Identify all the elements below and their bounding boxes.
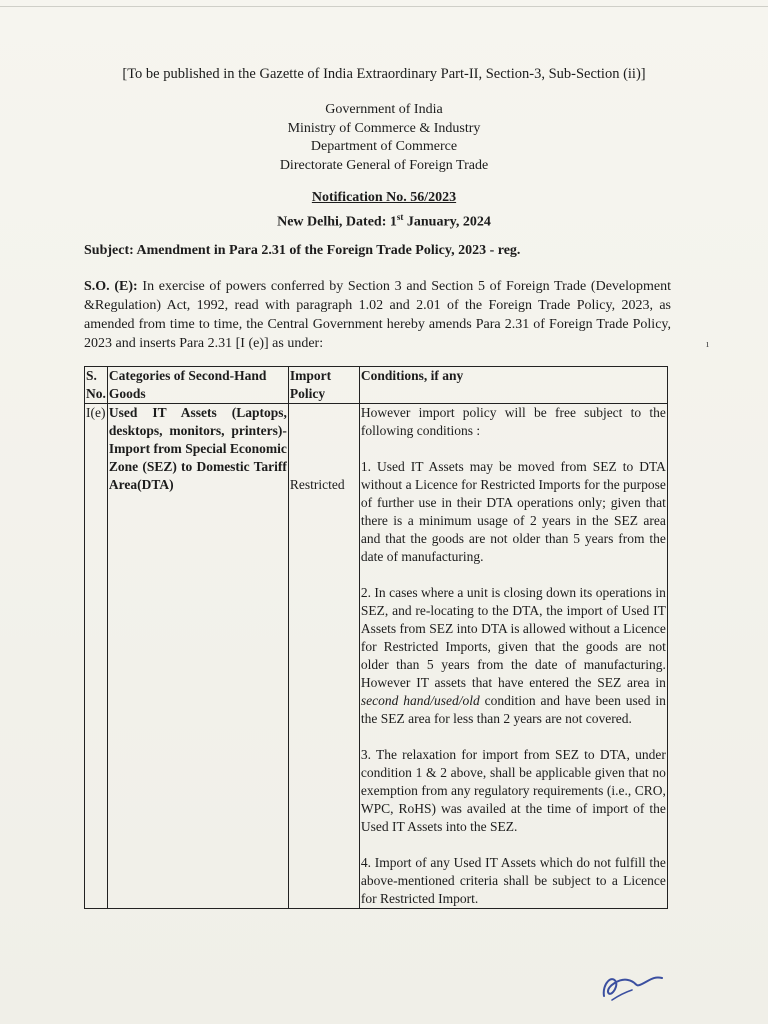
subject-line: Subject: Amendment in Para 2.31 of the Foreign Trade Policy, 2023 - reg. (84, 243, 521, 258)
gazette-line: [To be published in the Gazette of India Extraordinary Part-II, Section-3, Sub-Section (ii)] (122, 66, 646, 82)
org-line-department: Department of Commerce (310, 139, 458, 154)
org-line-government: Government of India (325, 102, 443, 117)
table-header-row (85, 367, 668, 404)
condition-3: 3. The relaxation for import from SEZ to DTA, under condition 1 & 2 above, shall be applicable given that no exemption from any regulatory requirements (i.e., CRO, WPC, RoHS) was availed at the time of import of the Used IT Assets into the SEZ. (360, 747, 666, 834)
conditions-intro: However import policy will be free subject to the following conditions : (360, 405, 666, 438)
top-edge-line (0, 6, 768, 7)
condition-1: 1. Used IT Assets may be moved from SEZ to DTA without a Licence for Restricted Imports for the purpose of further use in their DTA operations only; given that there is a minimum usage of 2 years in the SEZ area and that the goods are not older than 5 years from the date of manufacturing. (360, 459, 666, 564)
cell-sno: I(e) (85, 404, 108, 909)
org-line-ministry: Ministry of Commerce & Industry (287, 120, 481, 136)
cell-conditions (359, 404, 667, 909)
notification-date: New Delhi, Dated: 1st January, 2024 (277, 211, 491, 230)
org-line-directorate: Directorate General of Foreign Trade (279, 157, 489, 173)
cell-goods: Used IT Assets (Laptops, desktops, monitors, printers)- Import from Special Economic Zone (SEZ) to Domestic Tariff Area(DTA) (107, 404, 288, 909)
signature-icon (598, 966, 668, 1006)
condition-4: 4. Import of any Used IT Assets which do not fulfill the above-mentioned criteria shall be subject to a Licence for Restricted Import. (360, 855, 666, 906)
header-categories: Categories of Second-Hand Goods (107, 367, 288, 404)
so-paragraph (84, 277, 671, 353)
table-row (85, 404, 668, 909)
header-sno: S. No. (85, 367, 108, 404)
so-lead: S.O. (E): (84, 279, 138, 294)
margin-mark: ı (706, 338, 710, 350)
header-import-policy: Import Policy (288, 367, 359, 404)
organization-block (0, 101, 768, 175)
so-text: In exercise of powers conferred by Section 3 and Section 5 of Foreign Trade (Development &Regulation) Act, 1992, read with paragraph 1.02 and 2.01 of the Foreign Trade Policy, 2023, as amended from time to time, the Central Government hereby amends Para 2.31 of Foreign Trade Policy, 2023 and inserts Para 2.31 [I (e)] as under: (84, 279, 672, 351)
notification-number: Notification No. 56/2023 (311, 190, 457, 205)
notification-block (0, 189, 768, 232)
header-conditions: Conditions, if any (359, 367, 667, 404)
condition-2: 2. In cases where a unit is closing down its operations in SEZ, and re-locating to the DTA, the import of Used IT Assets from SEZ into DTA is allowed without a Licence for Restricted Imports, given that the goods are not older than 5 years from the date of manufacturing. However IT assets that have entered the SEZ area in second hand/used/old condition and have been used in the SEZ area for less than 2 years are not covered. (360, 585, 666, 726)
cell-policy: Restricted (288, 404, 359, 909)
policy-table (84, 366, 668, 909)
